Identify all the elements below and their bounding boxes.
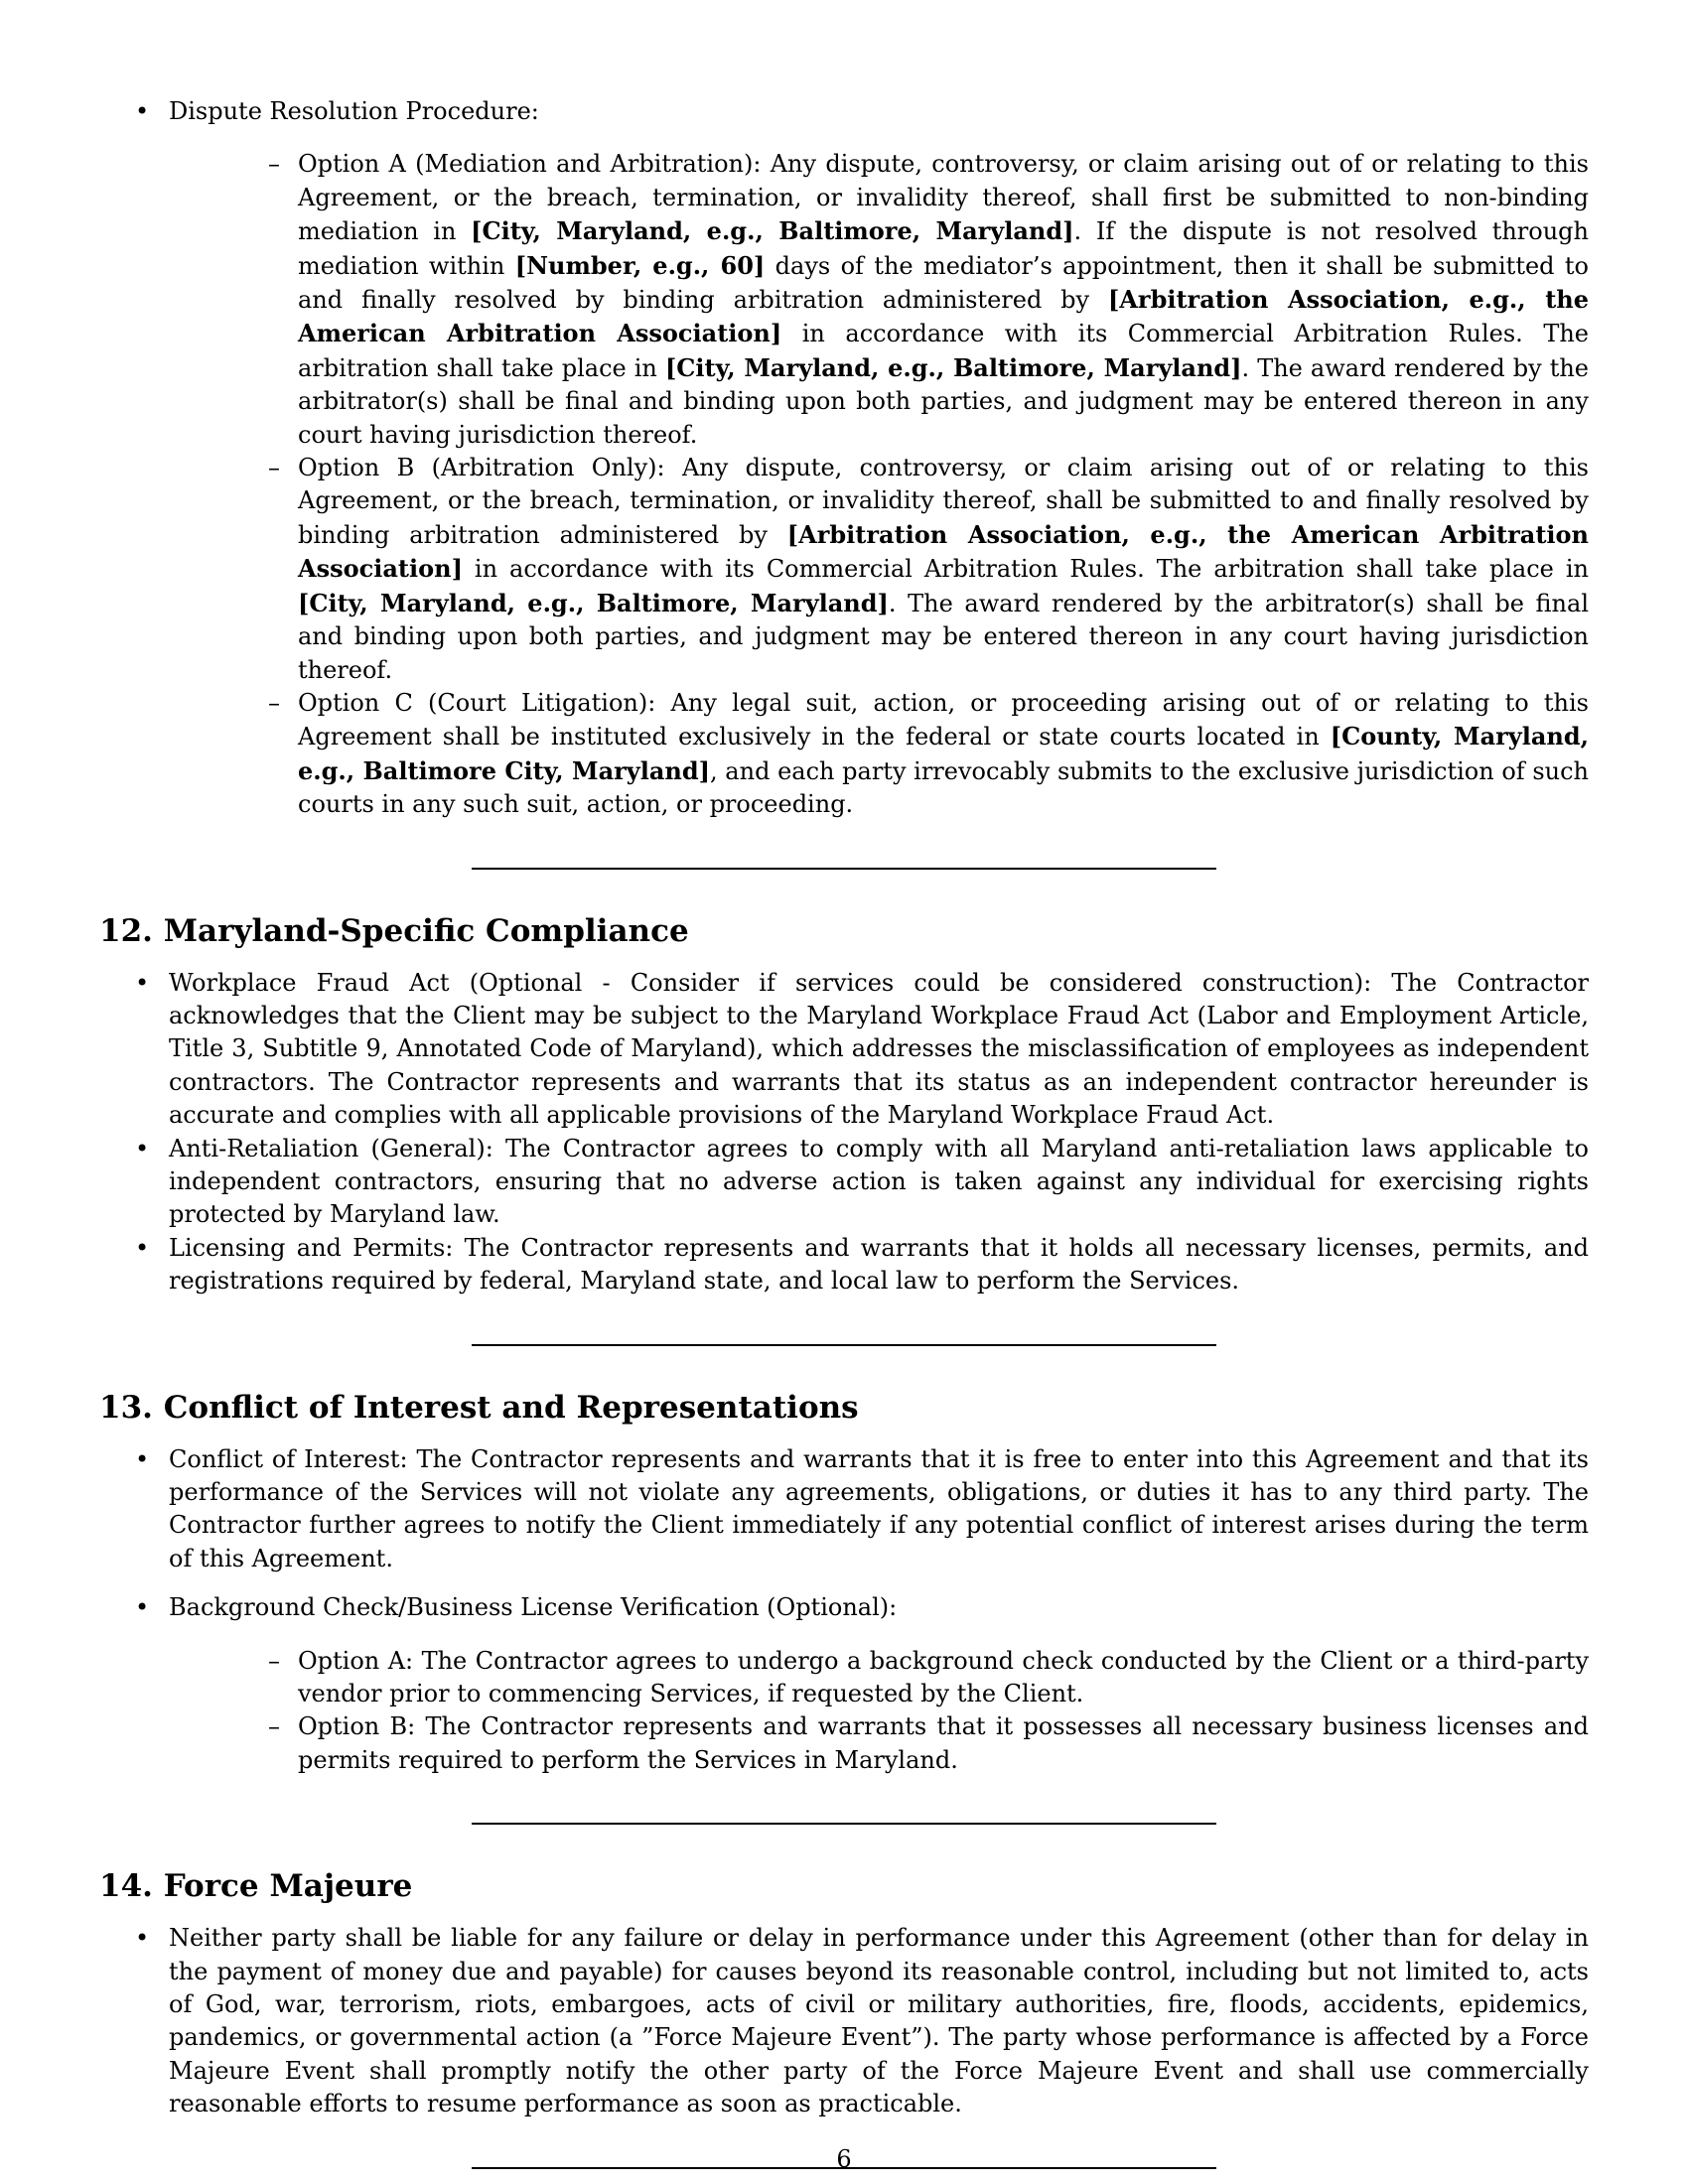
dispute-list [99,95,1589,822]
option-text: Option B (Arbitration Only): Any dispute, controversy, or claim arising out of or relating to this Agreement, or the breach, termination, or invalidity thereof, shall be submitted to and finally resolved by binding arbitration administered by [298,454,1589,549]
placeholder-field: [City, Maryland, e.g., Baltimore, Maryland] [664,352,1242,382]
placeholder-field: [Arbitration Association, e.g., the American Arbitration Association] [298,519,1589,584]
page-content [99,95,1589,2169]
option-text: , and each party irrevocably submits to the exclusive jurisdiction of such courts in any such suit, action, or proceeding. [298,756,1589,819]
option-text: . If the dispute is not resolved through mediation within [298,217,1590,280]
option-text: in accordance with its Commercial Arbitration Rules. The arbitration shall take place in [462,555,1589,584]
dispute-option-a [169,148,1589,452]
placeholder-field: [Arbitration Association, e.g., the American Arbitration Association] [298,285,1590,348]
licensing-permits-item: • Licensing and Permits: The Contractor represents and warrants that it holds all necessary licenses, permits, and registrations required by federal, Maryland state, and local law to perform the Services. [99,1232,1589,1298]
background-option-b: – Option B: The Contractor represents and warrants that it possesses all necessary business licenses and permits required to perform the Services in Maryland. [169,1710,1589,1777]
dispute-option-c [169,687,1589,822]
option-text: days of the mediator’s appointment, then it shall be submitted to and finally resolved by binding arbitration administered by [298,251,1589,315]
section-13-list [99,1443,1589,1778]
conflict-of-interest-item: • Conflict of Interest: The Contractor represents and warrants that it is free to enter into this Agreement and that its performance of the Services will not violate any agreements, obligations, or duties it has to any third party. The Contractor further agrees to notify the Client immediately if any potential conflict of interest arises during the term of this Agreement. [99,1443,1589,1576]
background-options-list [169,1645,1589,1778]
dispute-resolution-item [99,95,1589,822]
section-13-title: 13. Conflict of Interest and Representations [99,1389,859,1426]
section-14-title: 14. Force Majeure [99,1868,413,1905]
section-14-list [99,1922,1589,2120]
force-majeure-item: • Neither party shall be liable for any failure or delay in performance under this Agreement (other than for delay in the payment of money due and payable) for causes beyond its reasonable control, including but not limited to, acts of God, war, terrorism, riots, embargoes, acts of civil or military authorities, fire, floods, accidents, epidemics, pandemics, or governmental action (a ”Force Majeure Event”). The party whose performance is affected by a Force Majeure Event shall promptly notify the other party of the Force Majeure Event and shall use commercially reasonable efforts to resume performance as soon as practicable. [99,1922,1589,2120]
anti-retaliation-item: • Anti-Retaliation (General): The Contractor agrees to comply with all Maryland anti-retaliation laws applicable to independent contractors, ensuring that no adverse action is taken against any individual for exercising rights protected by Maryland law. [99,1133,1589,1232]
option-text: . The award rendered by the arbitrator(s) shall be final and binding upon both parties, and judgment may be entered thereon in any court having jurisdiction thereof. [298,589,1589,684]
document-page [99,95,1589,2169]
workplace-fraud-act-item: • Workplace Fraud Act (Optional - Consider if services could be considered construction): The Contractor acknowledges that the Client may be subject to the Maryland Workplace Fraud Act (Labor and Employment Article, Title 3, Subtitle 9, Annotated Code of Maryland), which addresses the misclassification of employees as independent contractors. The Contractor represents and warrants that its status as an independent contractor hereunder is accurate and complies with all applicable provisions of the Maryland Workplace Fraud Act. [99,967,1589,1133]
dispute-options-list [169,148,1589,821]
placeholder-field: [City, Maryland, e.g., Baltimore, Maryland] [471,216,1074,246]
background-option-a: – Option A: The Contractor agrees to undergo a background check conducted by the Client or a third-party vendor prior to commencing Services, if requested by the Client. [169,1645,1589,1711]
option-text: Option C (Court Litigation): Any legal suit, action, or proceeding arising out of or relating to this Agreement shall be instituted exclusively in the federal or state courts located in [298,688,1589,751]
placeholder-field: [City, Maryland, e.g., Baltimore, Maryland] [298,588,889,617]
page-number: 6 [836,2145,852,2173]
dispute-option-b [169,452,1589,687]
background-check-label: Background Check/Business License Verification (Optional): [169,1593,898,1622]
dispute-intro: Dispute Resolution Procedure: [169,97,539,125]
option-text: Option A (Mediation and Arbitration): Any dispute, controversy, or claim arising out of or relating to this Agreement, or the breach, termination, or invalidity thereof, shall first be submitted to non-binding mediation in [298,150,1589,246]
placeholder-field: [County, Maryland, e.g., Baltimore City, Maryland] [298,722,1589,785]
placeholder-field: [Number, e.g., 60] [514,250,766,280]
section-12-list [99,967,1589,1298]
option-text: in accordance with its Commercial Arbitration Rules. The arbitration shall take place in [298,320,1589,382]
option-text: . The award rendered by the arbitrator(s) shall be final and binding upon both parties, and judgment may be entered thereon in any court having jurisdiction thereof. [298,353,1590,449]
background-check-item [99,1591,1589,1777]
section-12-title: 12. Maryland-Specific Compliance [99,912,689,949]
